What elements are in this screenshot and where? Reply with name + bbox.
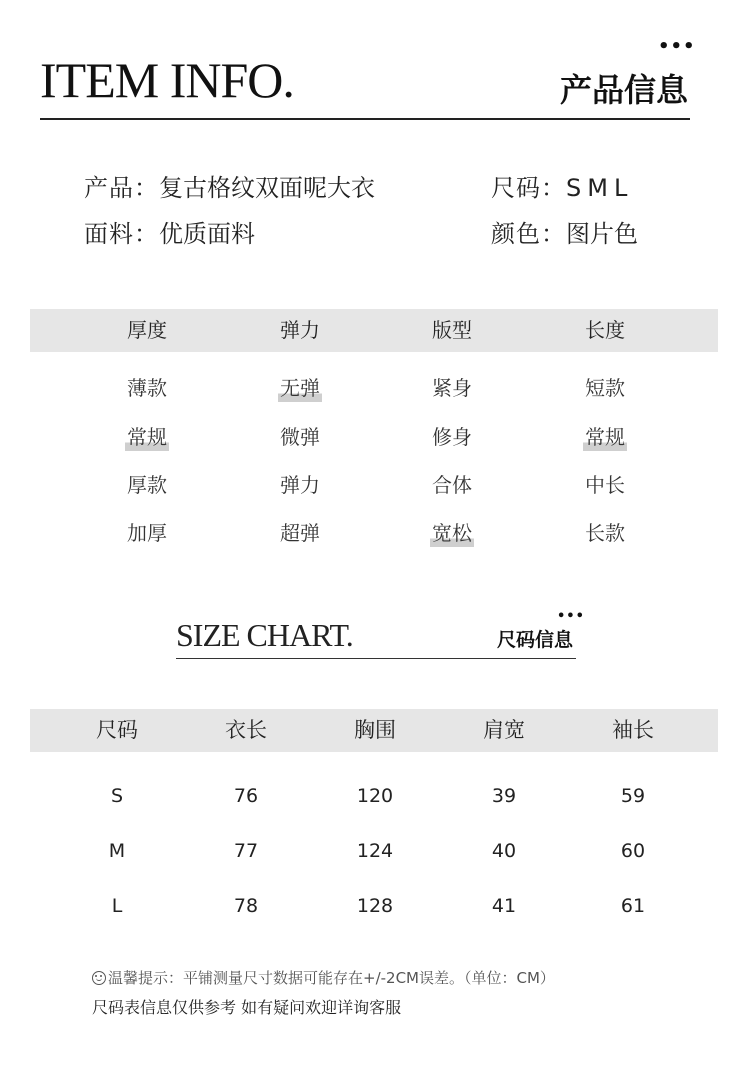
attr-option: 短款 (585, 376, 625, 400)
attr-option: 加厚 (127, 521, 167, 545)
size-cell: 120 (356, 785, 394, 807)
attr-option-selected: 常规 (585, 425, 625, 449)
measurement-note (92, 967, 555, 989)
size-row (491, 172, 633, 204)
attr-option: 中长 (585, 473, 625, 497)
attr-option: 合体 (432, 473, 472, 497)
attr-option-selected: 无弹 (280, 376, 320, 400)
size-cell: 76 (233, 785, 259, 807)
attr-header-elasticity: 弹力 (280, 318, 320, 342)
more-dots-icon: ••• (557, 609, 585, 624)
attr-option: 微弹 (280, 425, 320, 449)
size-chart-title-cn: 尺码信息 (497, 629, 574, 651)
size-cell: 39 (491, 785, 517, 807)
fabric-label: 面料： (84, 220, 159, 248)
size-header-length: 衣长 (225, 718, 267, 742)
size-cell: 61 (620, 895, 646, 917)
size-header-size: 尺码 (96, 718, 138, 742)
attr-header-thickness: 厚度 (127, 318, 167, 342)
product-label: 产品： (84, 174, 159, 202)
product-name-row (84, 172, 375, 204)
attr-option: 厚款 (127, 473, 167, 497)
attr-option-selected: 常规 (127, 425, 167, 449)
measurement-note-text: 温馨提示：平铺测量尺寸数据可能存在+/-2CM误差。（单位：CM） (108, 969, 555, 987)
product-value: 复古格纹双面呢大衣 (159, 174, 375, 202)
size-cell: 60 (620, 840, 646, 862)
size-header-shoulder: 肩宽 (483, 718, 525, 742)
attr-option: 薄款 (127, 376, 167, 400)
attr-header-fit: 版型 (432, 318, 472, 342)
color-row (491, 218, 638, 250)
header-divider (40, 118, 690, 120)
attr-option: 弹力 (280, 473, 320, 497)
size-value: SML (566, 174, 634, 202)
page-title-cn: 产品信息 (559, 71, 688, 109)
size-header-chest: 胸围 (354, 718, 396, 742)
size-cell: M (108, 840, 126, 862)
color-label: 颜色： (491, 220, 566, 248)
size-chart-divider (176, 658, 576, 659)
size-cell: L (111, 895, 123, 917)
attr-option: 修身 (432, 425, 472, 449)
fabric-row (84, 218, 255, 250)
attr-header-length: 长度 (585, 318, 625, 342)
size-cell: 128 (356, 895, 394, 917)
size-cell: 124 (356, 840, 394, 862)
smile-icon (92, 971, 106, 985)
size-label: 尺码： (491, 174, 566, 202)
attr-option: 超弹 (280, 521, 320, 545)
fabric-value: 优质面料 (159, 220, 255, 248)
size-cell: 78 (233, 895, 259, 917)
attr-option: 紧身 (432, 376, 472, 400)
attr-option: 长款 (585, 521, 625, 545)
size-chart-title-en: SIZE CHART. (176, 617, 353, 653)
color-value: 图片色 (566, 220, 638, 248)
size-cell: 59 (620, 785, 646, 807)
size-cell: 41 (491, 895, 517, 917)
reference-note: 尺码表信息仅供参考 如有疑问欢迎详询客服 (92, 998, 402, 1017)
size-header-sleeve: 袖长 (612, 718, 654, 742)
attr-option-selected: 宽松 (432, 521, 472, 545)
size-cell: 40 (491, 840, 517, 862)
size-cell: S (110, 785, 124, 807)
more-dots-icon: ••• (658, 36, 696, 57)
page-title-en: ITEM INFO. (40, 52, 294, 108)
size-cell: 77 (233, 840, 259, 862)
